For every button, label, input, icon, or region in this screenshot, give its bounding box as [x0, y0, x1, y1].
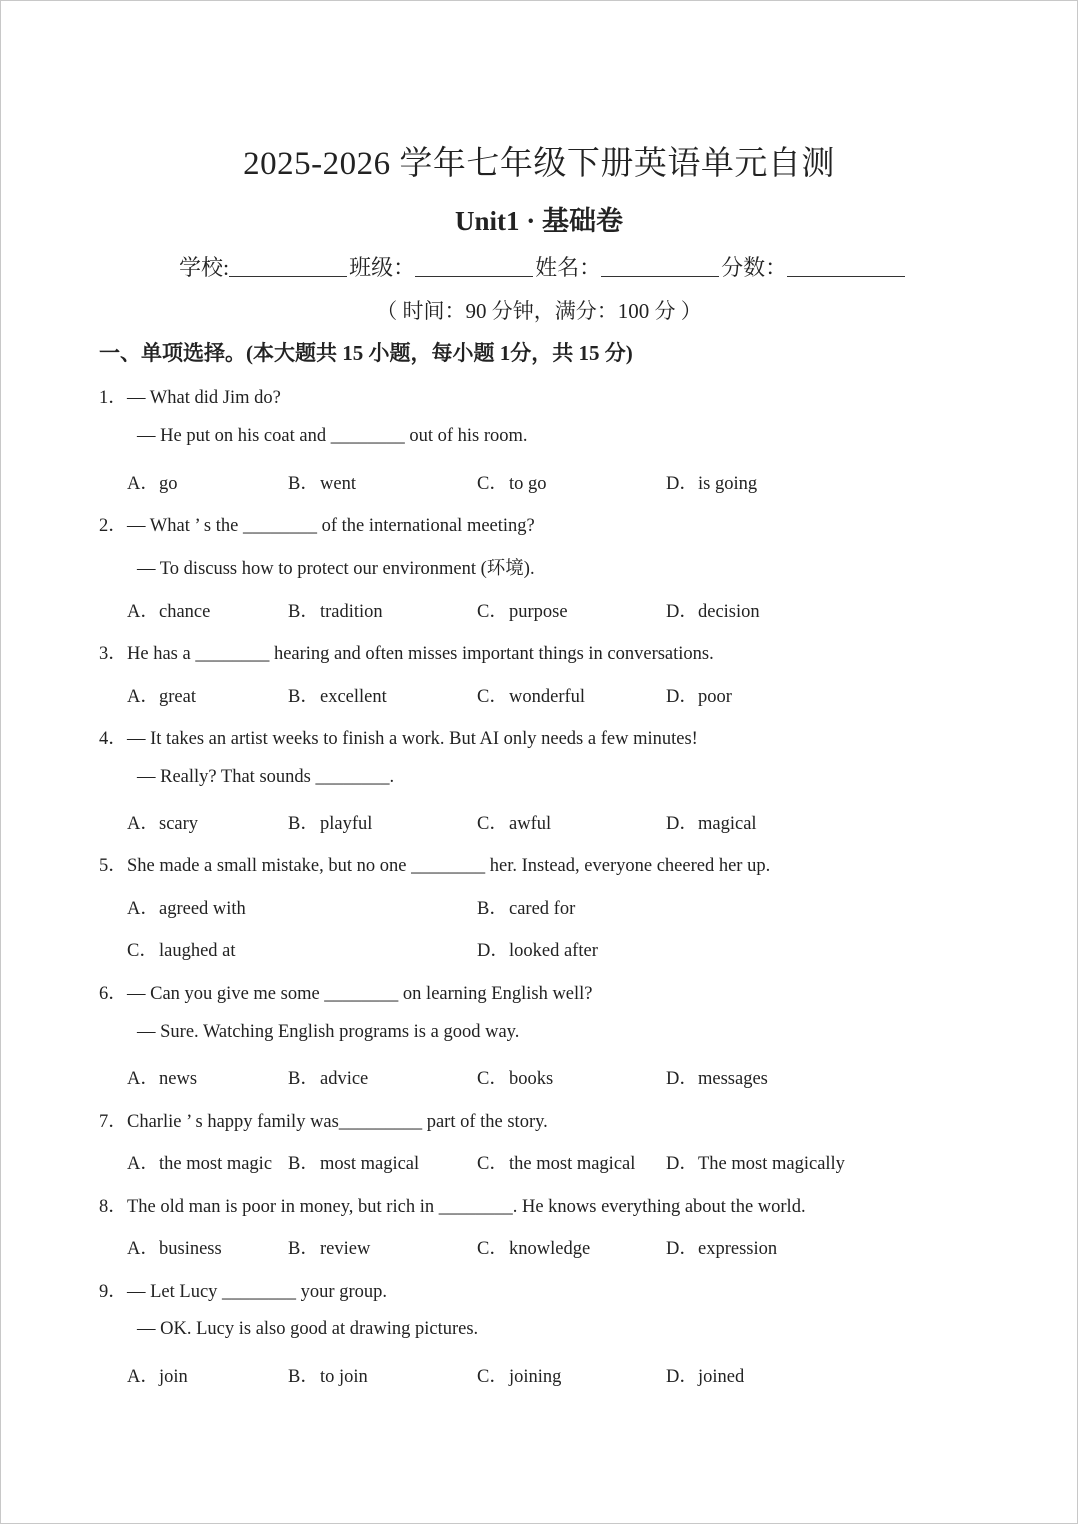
option-text: excellent: [320, 687, 387, 707]
option-letter: D．: [666, 602, 698, 622]
question-number: 1．: [99, 388, 127, 408]
option-letter: B．: [288, 1367, 319, 1387]
class-label: 班级：: [349, 255, 416, 280]
option-letter: C．: [477, 1069, 508, 1089]
question-4: [99, 724, 698, 750]
option-text: purpose: [509, 602, 568, 622]
option-d[interactable]: [666, 1362, 744, 1388]
option-c[interactable]: [477, 1149, 635, 1175]
option-c[interactable]: [477, 1234, 590, 1260]
score-label: 分数：: [721, 255, 788, 280]
question-number: 4．: [99, 729, 127, 749]
section-heading: 一、单项选择。(本大题共 15 小题，每小题 1分，共 15 分): [99, 341, 633, 365]
option-d[interactable]: [666, 809, 757, 835]
option-letter: A．: [127, 814, 159, 834]
option-a[interactable]: [127, 682, 196, 708]
option-letter: A．: [127, 687, 159, 707]
page-subtitle: Unit1 · 基础卷: [454, 206, 623, 236]
option-letter: B．: [288, 687, 319, 707]
option-letter: A．: [127, 1367, 159, 1387]
option-b[interactable]: [288, 1149, 419, 1175]
option-text: scary: [159, 814, 199, 834]
question-text: He has a ________ hearing and often misses important things in conversations.: [127, 644, 714, 664]
option-text: books: [509, 1069, 554, 1089]
question-number: 6．: [99, 984, 127, 1004]
option-letter: B．: [288, 814, 319, 834]
option-text: wonderful: [509, 687, 586, 707]
option-text: the most magic: [159, 1154, 273, 1174]
school-label: 学校:: [179, 255, 230, 280]
question-text: — Can you give me some ________ on learning English well?: [127, 984, 593, 1004]
question-number: 2．: [99, 516, 127, 536]
page-title: 2025-2026 学年七年级下册英语单元自测: [243, 146, 835, 182]
option-b[interactable]: [288, 1362, 368, 1388]
option-text: join: [159, 1367, 188, 1387]
option-letter: D．: [666, 1069, 698, 1089]
question-text: — Let Lucy ________ your group.: [127, 1282, 387, 1302]
question-number: 8．: [99, 1197, 127, 1217]
option-c[interactable]: [477, 682, 585, 708]
option-letter: C．: [477, 687, 508, 707]
option-b[interactable]: [288, 682, 387, 708]
option-d[interactable]: [477, 936, 598, 962]
question-2-answer-line: — To discuss how to protect our environment (环境).: [137, 559, 535, 579]
option-text: business: [159, 1239, 222, 1259]
option-text: agreed with: [159, 899, 246, 919]
option-text: magical: [698, 814, 757, 834]
option-letter: A．: [127, 602, 159, 622]
question-6: [99, 979, 593, 1005]
option-a[interactable]: [127, 809, 198, 835]
option-b[interactable]: [288, 809, 372, 835]
option-letter: B．: [288, 1239, 319, 1259]
question-1-answer-line: — He put on his coat and ________ out of his room.: [137, 426, 528, 446]
option-letter: C．: [477, 602, 508, 622]
option-text: looked after: [509, 941, 598, 961]
time-note: （ 时间：90 分钟，满分：100 分 ）: [376, 299, 702, 323]
option-text: advice: [320, 1069, 369, 1089]
question-number: 9．: [99, 1282, 127, 1302]
option-a[interactable]: [127, 894, 246, 920]
option-text: awful: [509, 814, 552, 834]
option-b[interactable]: [288, 1064, 368, 1090]
option-letter: B．: [288, 1069, 319, 1089]
option-c[interactable]: [477, 469, 547, 495]
option-b[interactable]: [288, 1234, 370, 1260]
option-a[interactable]: [127, 1064, 197, 1090]
question-text: She made a small mistake, but no one ________ her. Instead, everyone cheered her up.: [127, 856, 771, 876]
option-b[interactable]: [288, 597, 383, 623]
option-letter: C．: [477, 1239, 508, 1259]
option-c[interactable]: [477, 809, 551, 835]
option-text: the most magical: [509, 1154, 636, 1174]
option-text: joining: [509, 1367, 562, 1387]
option-letter: D．: [666, 687, 698, 707]
option-b[interactable]: [477, 894, 575, 920]
option-text: joined: [698, 1367, 745, 1387]
question-2: [99, 511, 535, 537]
option-letter: C．: [127, 941, 158, 961]
option-text: poor: [698, 687, 732, 707]
option-text: cared for: [509, 899, 576, 919]
option-letter: B．: [288, 1154, 319, 1174]
question-text: Charlie ’ s happy family was_________ part of the story.: [127, 1112, 548, 1132]
option-letter: B．: [477, 899, 508, 919]
option-letter: A．: [127, 1239, 159, 1259]
option-d[interactable]: [666, 469, 757, 495]
question-4-answer-line: — Really? That sounds ________.: [137, 767, 395, 787]
option-d[interactable]: [666, 597, 760, 623]
option-a[interactable]: [127, 597, 210, 623]
question-7: [99, 1107, 548, 1133]
option-text: went: [320, 474, 356, 494]
option-d[interactable]: [666, 682, 732, 708]
option-text: laughed at: [159, 941, 236, 961]
school-blank[interactable]: [229, 254, 347, 277]
option-a[interactable]: [127, 1234, 222, 1260]
option-letter: A．: [127, 1154, 159, 1174]
question-6-answer-line: — Sure. Watching English programs is a good way.: [137, 1022, 520, 1042]
option-text: playful: [320, 814, 373, 834]
option-text: most magical: [320, 1154, 420, 1174]
option-letter: D．: [666, 474, 698, 494]
name-label: 姓名：: [535, 255, 602, 280]
option-c[interactable]: [477, 1064, 553, 1090]
option-letter: A．: [127, 474, 159, 494]
option-letter: D．: [477, 941, 509, 961]
option-a[interactable]: [127, 1362, 188, 1388]
question-number: 7．: [99, 1112, 127, 1132]
question-9-answer-line: — OK. Lucy is also good at drawing pictures.: [137, 1319, 479, 1339]
option-letter: D．: [666, 1154, 698, 1174]
option-text: chance: [159, 602, 211, 622]
question-text: — It takes an artist weeks to finish a work. But AI only needs a few minutes!: [127, 729, 698, 749]
option-d[interactable]: [666, 1064, 768, 1090]
name-blank[interactable]: [601, 254, 719, 277]
option-c[interactable]: [127, 936, 236, 962]
option-letter: D．: [666, 1367, 698, 1387]
question-9: [99, 1277, 387, 1303]
option-letter: C．: [477, 1154, 508, 1174]
option-letter: C．: [477, 814, 508, 834]
question-text: — What ’ s the ________ of the international meeting?: [127, 516, 535, 536]
option-text: review: [320, 1239, 371, 1259]
option-letter: D．: [666, 1239, 698, 1259]
option-text: great: [159, 687, 196, 707]
question-8: [99, 1192, 806, 1218]
option-d[interactable]: [666, 1149, 845, 1175]
question-3: [99, 639, 714, 665]
option-text: The most magically: [698, 1154, 845, 1174]
question-5: [99, 851, 770, 877]
class-blank[interactable]: [415, 254, 533, 277]
score-blank[interactable]: [787, 254, 905, 277]
question-text: — What did Jim do?: [127, 388, 281, 408]
option-letter: C．: [477, 1367, 508, 1387]
option-letter: A．: [127, 899, 159, 919]
option-letter: A．: [127, 1069, 159, 1089]
option-letter: B．: [288, 602, 319, 622]
option-text: knowledge: [509, 1239, 591, 1259]
question-number: 5．: [99, 856, 127, 876]
option-a[interactable]: [127, 469, 178, 495]
option-letter: B．: [288, 474, 319, 494]
question-1: [99, 383, 281, 409]
option-letter: D．: [666, 814, 698, 834]
option-text: expression: [698, 1239, 778, 1259]
option-c[interactable]: [477, 597, 568, 623]
option-d[interactable]: [666, 1234, 777, 1260]
option-a[interactable]: [127, 1149, 272, 1175]
question-number: 3．: [99, 644, 127, 664]
student-info-line: [179, 251, 907, 282]
option-text: decision: [698, 602, 760, 622]
option-text: to join: [320, 1367, 368, 1387]
option-text: tradition: [320, 602, 383, 622]
option-text: is going: [698, 474, 758, 494]
option-c[interactable]: [477, 1362, 561, 1388]
option-text: news: [159, 1069, 198, 1089]
option-text: to go: [509, 474, 547, 494]
option-b[interactable]: [288, 469, 356, 495]
option-letter: C．: [477, 474, 508, 494]
question-text: The old man is poor in money, but rich in ________. He knows everything about the world.: [127, 1197, 806, 1217]
option-text: go: [159, 474, 178, 494]
option-text: messages: [698, 1069, 768, 1089]
